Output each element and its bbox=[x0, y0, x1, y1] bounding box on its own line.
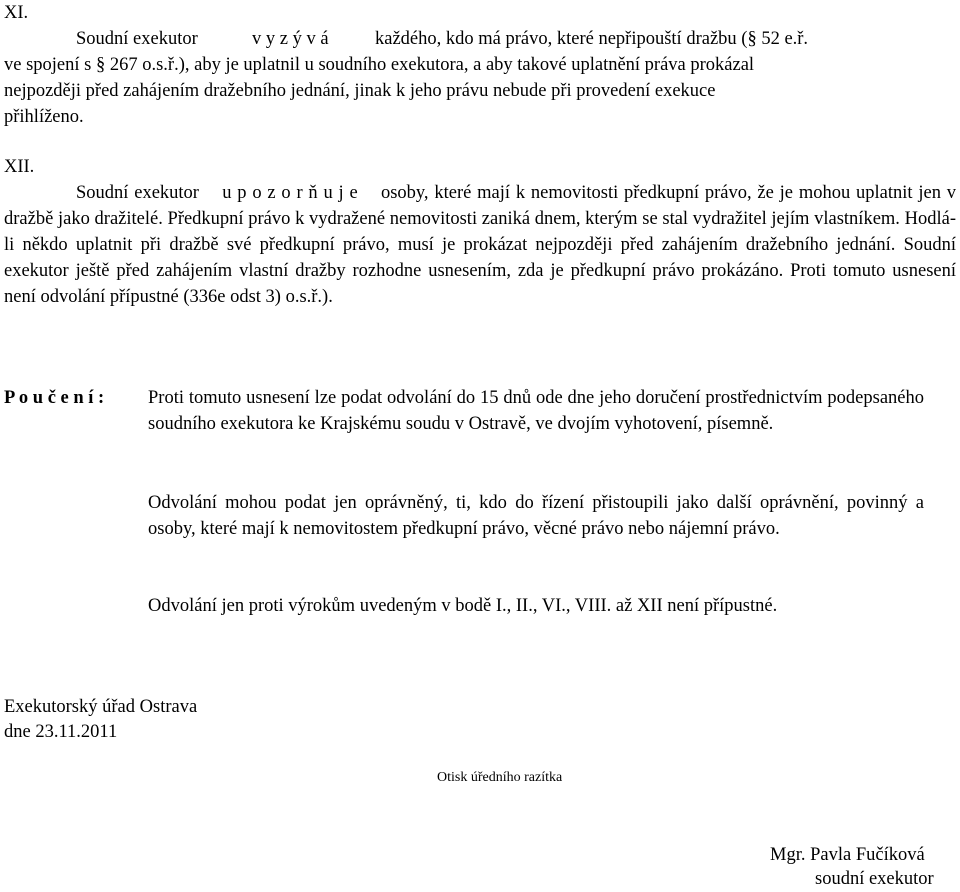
document-date: dne 23.11.2011 bbox=[4, 722, 118, 742]
pouceni-label: P o u č e n í : bbox=[4, 388, 105, 408]
signer-role: soudní exekutor bbox=[815, 869, 934, 889]
office-name: Exekutorský úřad Ostrava bbox=[4, 697, 198, 717]
section-xii-text: osoby, které mají k nemovitosti předkupní právo, že je mohou uplatnit jen v dražbě jako dražitelé. Předkupní právo k vydražené nemovitosti zaniká dnem, kterým se stal vydražitel jejím vlastníkem. Hodlá-li někdo uplatnit při dražbě své předkupní právo, musí je prokázat nejpozději před zahájením dražebního jednání. Soudní exekutor ještě před zahájením vlastní dražby rozhodne usnesením, zda je předkupní právo prokázáno. Proti tomuto usnesení není odvolání přípustné (336e odst 3) o.s.ř.). bbox=[4, 183, 957, 307]
section-xi-lead: Soudní exekutor bbox=[76, 29, 198, 49]
section-xii-heading: XII. bbox=[4, 157, 35, 177]
section-xi-line4: přihlíženo. bbox=[4, 107, 84, 127]
section-xi-line2: ve spojení s § 267 o.s.ř.), aby je uplatnil u soudního exekutora, a aby takové uplatnění práva prokázal bbox=[4, 55, 755, 75]
section-xi-line3: nejpozději před zahájením dražebního jednání, jinak k jeho právu nebude při provedení exekuce bbox=[4, 81, 716, 101]
signer-name: Mgr. Pavla Fučíková bbox=[770, 845, 925, 865]
stamp-placeholder: Otisk úředního razítka bbox=[437, 770, 563, 785]
section-xii-lead: Soudní exekutor bbox=[76, 183, 199, 203]
pouceni-paragraph-2: Odvolání mohou podat jen oprávněný, ti, kdo do řízení přistoupili jako další oprávnění, povinný a osoby, které mají k nemovitostem předkupní právo, věcné právo nebo nájemní právo. bbox=[148, 493, 924, 539]
section-xii-body bbox=[4, 180, 956, 310]
section-xi-line1: každého, kdo má právo, které nepřipouští dražbu (§ 52 e.ř. bbox=[375, 29, 809, 49]
section-xi-heading: XI. bbox=[4, 3, 29, 23]
pouceni-paragraph-3: Odvolání jen proti výrokům uvedeným v bodě I., II., VI., VIII. až XII není přípustné. bbox=[148, 596, 778, 616]
section-xi-verb: v y z ý v á bbox=[252, 29, 329, 49]
section-xii-verb: u p o z o r ň u j e bbox=[222, 183, 358, 203]
pouceni-paragraph-1: Proti tomuto usnesení lze podat odvolání do 15 dnů ode dne jeho doručení prostřednictvím podepsaného soudního exekutora ke Krajskému soudu v Ostravě, ve dvojím vyhotovení, písemně. bbox=[148, 388, 924, 434]
